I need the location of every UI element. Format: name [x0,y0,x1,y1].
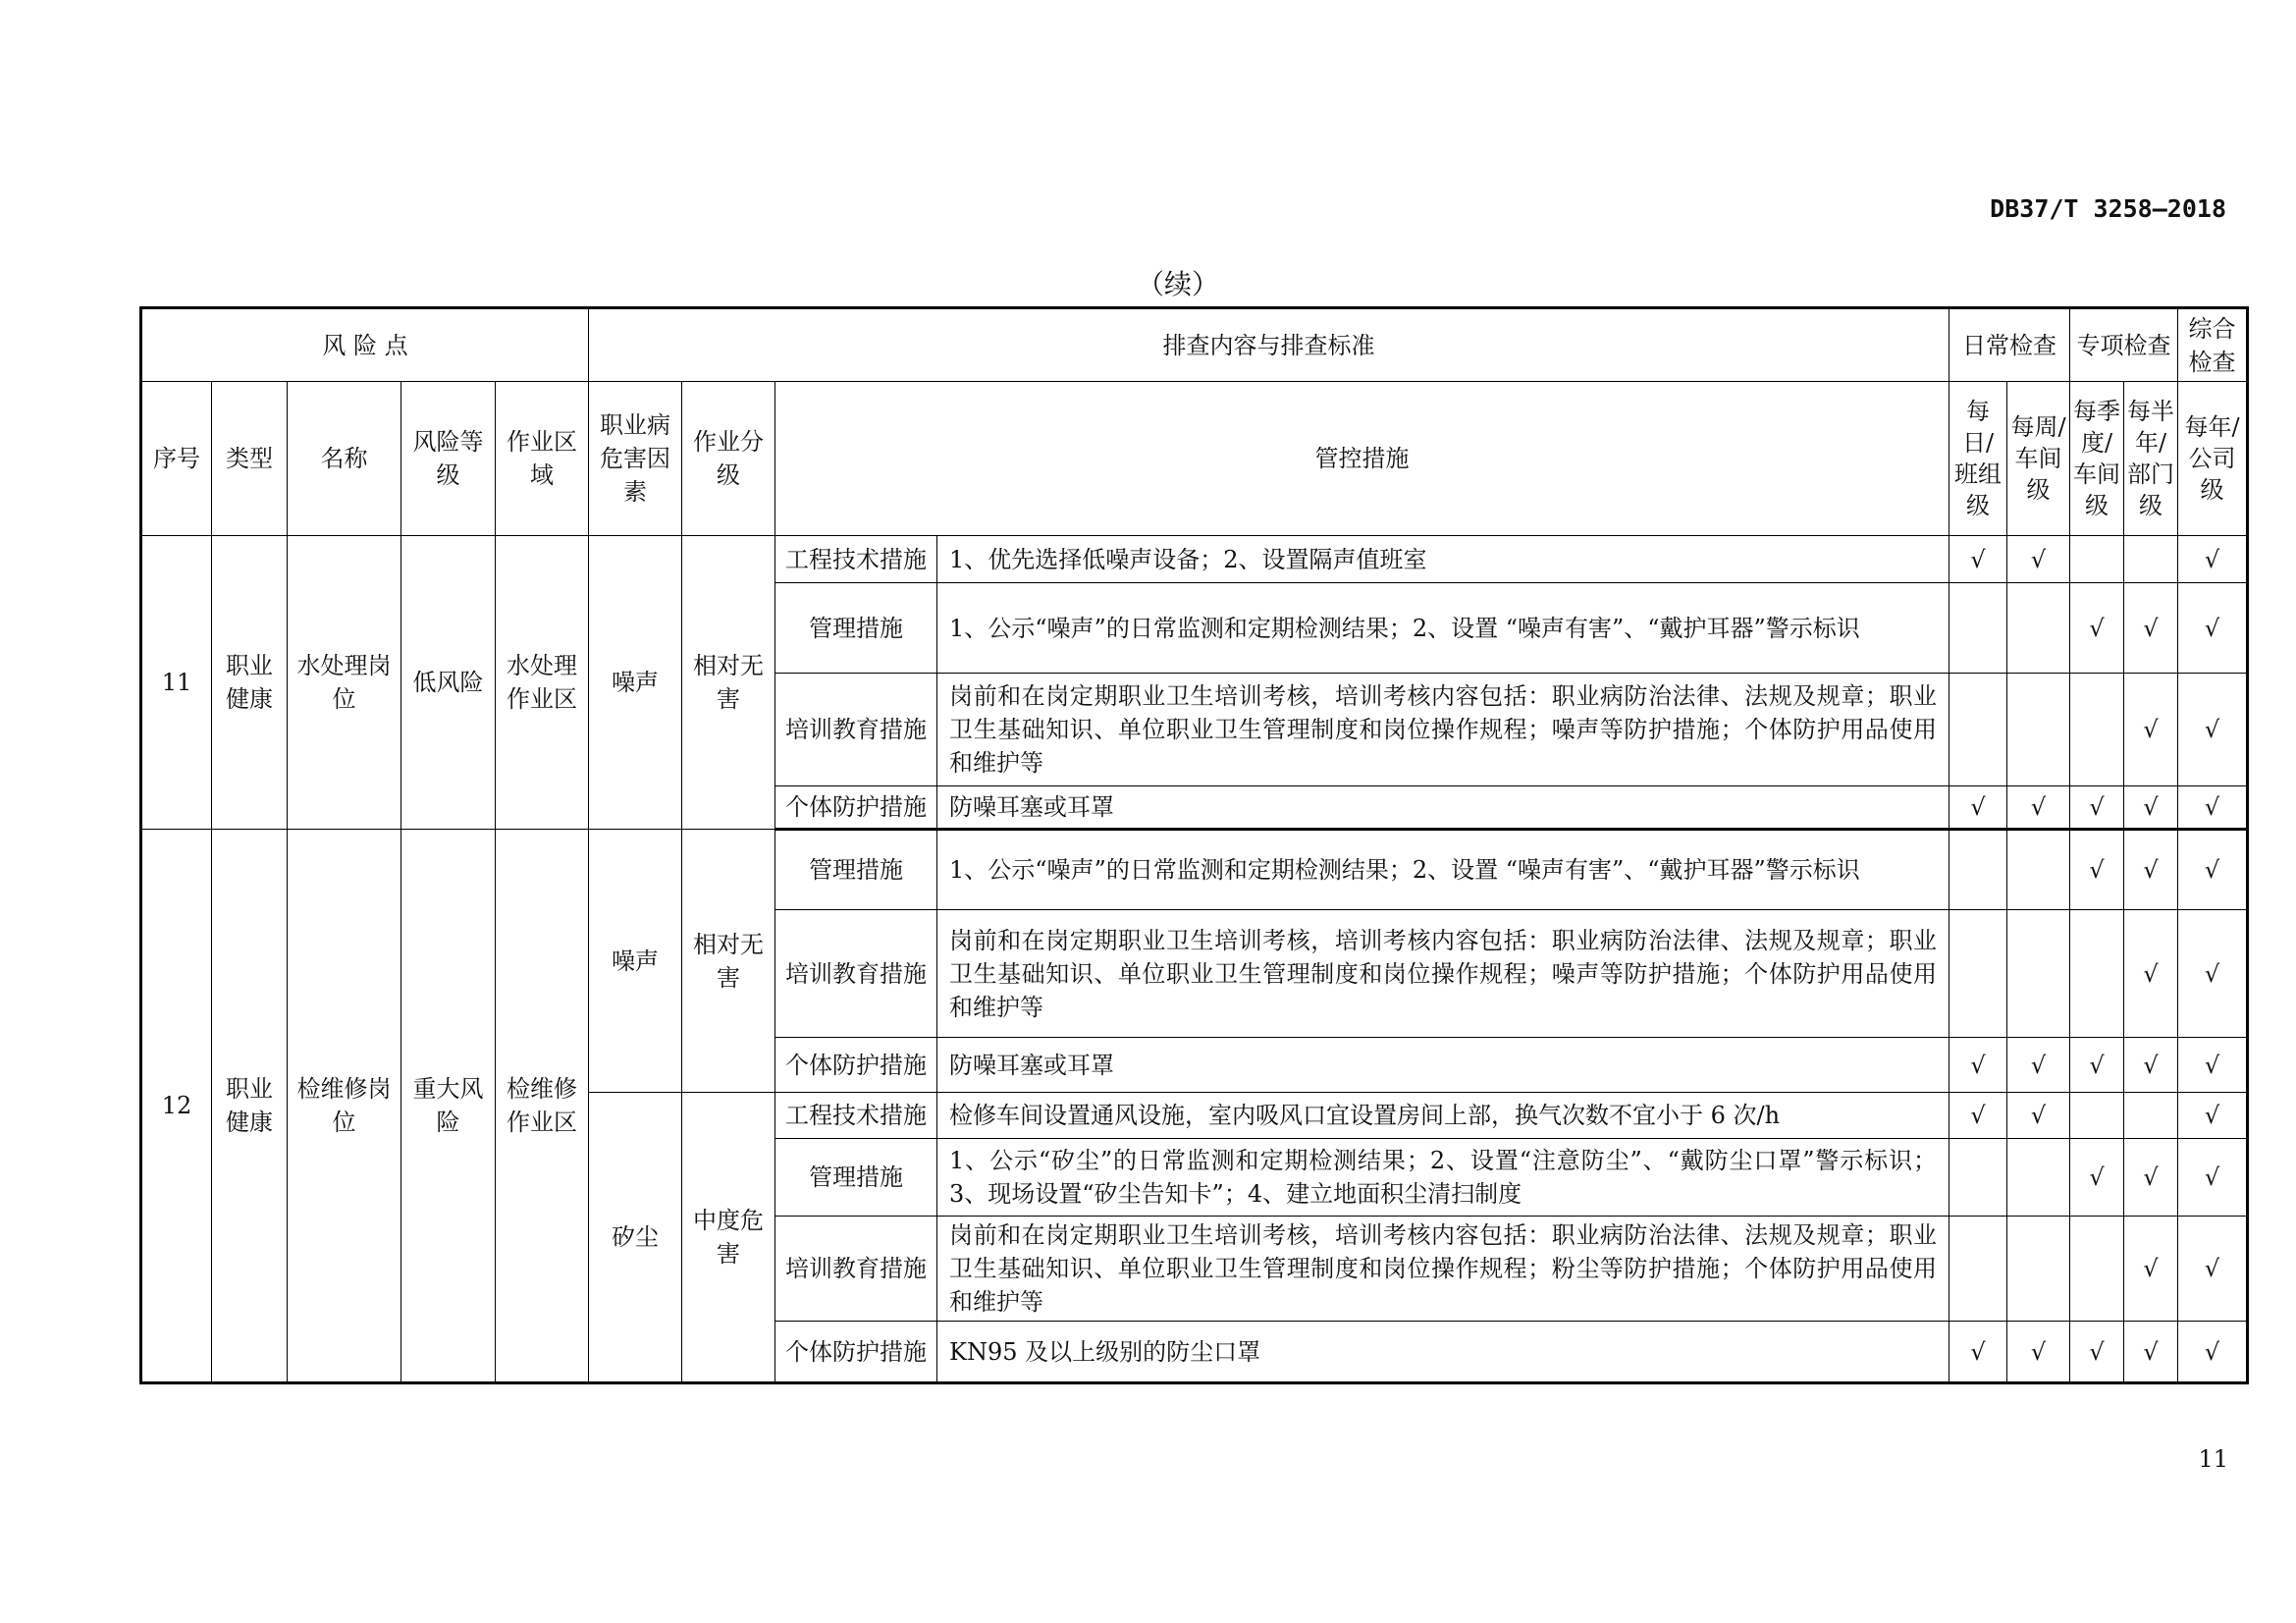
check-mark-cell [2070,1217,2124,1322]
seq-cell: 12 [141,830,212,1383]
check-mark-cell [2124,536,2178,583]
check-mark-cell [2070,1093,2124,1139]
type-cell: 职业健康 [212,830,288,1383]
hazard-factor-cell: 噪声 [589,536,682,830]
hazard-factor-cell: 噪声 [589,830,682,1093]
measure-category-cell: 管理措施 [775,583,937,674]
check-mark-cell [2007,1139,2070,1217]
group-header-special: 专项检查 [2070,308,2178,382]
check-mark-cell: √ [2070,1322,2124,1383]
measure-category-cell: 工程技术措施 [775,536,937,583]
check-mark-cell: √ [2124,910,2178,1038]
check-mark-cell: √ [2124,786,2178,830]
check-mark-cell: √ [2124,674,2178,786]
check-mark-cell [2070,674,2124,786]
check-mark-cell [2007,830,2070,910]
column-header-hazard-factor: 职业病危害因素 [589,382,682,536]
column-header-control: 管控措施 [775,382,1949,536]
measure-content-cell: 岗前和在岗定期职业卫生培训考核，培训考核内容包括：职业病防治法律、法规及规章；职业卫生基础知识、单位职业卫生管理制度和岗位操作规程；粉尘等防护措施；个体防护用品使用和维护等 [937,1217,1949,1322]
check-mark-cell: √ [2178,674,2248,786]
measure-content-cell: 1、公示“噪声”的日常监测和定期检测结果；2、设置 “噪声有害”、“戴护耳器”警示标识 [937,830,1949,910]
measure-content-cell: 检修车间设置通风设施，室内吸风口宜设置房间上部，换气次数不宜小于 6 次/h [937,1093,1949,1139]
column-header-quarterly-workshop: 每季度/车间级 [2070,382,2124,536]
check-mark-cell: √ [2124,583,2178,674]
measure-content-cell: 防噪耳塞或耳罩 [937,786,1949,830]
check-mark-cell: √ [1949,536,2007,583]
column-header-yearly-company: 每年/公司级 [2178,382,2248,536]
check-mark-cell [2124,1093,2178,1139]
document-code: DB37/T 3258—2018 [1990,194,2226,223]
grade-cell: 相对无害 [682,830,775,1093]
group-header-comprehensive: 综合检查 [2178,308,2248,382]
check-mark-cell: √ [1949,786,2007,830]
check-mark-cell: √ [2178,786,2248,830]
column-header-weekly-workshop: 每周/车间级 [2007,382,2070,536]
measure-category-cell: 管理措施 [775,1139,937,1217]
area-cell: 水处理作业区 [496,536,589,830]
check-mark-cell: √ [2007,1322,2070,1383]
column-header-area: 作业区域 [496,382,589,536]
risk-inspection-table [139,306,2249,1384]
table-caption: （续） [1136,268,1219,300]
measure-category-cell: 个体防护措施 [775,1322,937,1383]
table-row [141,830,2248,910]
check-mark-cell: √ [2070,1139,2124,1217]
check-mark-cell: √ [2070,1038,2124,1093]
page-number: 11 [2198,1445,2228,1473]
column-header-halfyear-dept: 每半年/部门级 [2124,382,2178,536]
check-mark-cell: √ [2007,1093,2070,1139]
check-mark-cell [2007,674,2070,786]
check-mark-cell [2007,583,2070,674]
grade-cell: 中度危害 [682,1093,775,1383]
check-mark-cell: √ [2007,786,2070,830]
check-mark-cell: √ [2178,583,2248,674]
column-header-row [141,382,2248,536]
column-header-type: 类型 [212,382,288,536]
check-mark-cell: √ [2178,1038,2248,1093]
check-mark-cell: √ [1949,1093,2007,1139]
check-mark-cell: √ [1949,1322,2007,1383]
column-header-seq: 序号 [141,382,212,536]
type-cell: 职业健康 [212,536,288,830]
measure-category-cell: 个体防护措施 [775,786,937,830]
check-mark-cell: √ [2124,1038,2178,1093]
measure-category-cell: 工程技术措施 [775,1093,937,1139]
area-cell: 检维修作业区 [496,830,589,1383]
hazard-factor-cell: 矽尘 [589,1093,682,1383]
check-mark-cell [1949,583,2007,674]
measure-category-cell: 培训教育措施 [775,674,937,786]
check-mark-cell: √ [2178,910,2248,1038]
table-row [141,536,2248,583]
measure-content-cell: 1、公示“噪声”的日常监测和定期检测结果；2、设置 “噪声有害”、“戴护耳器”警示标识 [937,583,1949,674]
measure-content-cell: KN95 及以上级别的防尘口罩 [937,1322,1949,1383]
group-header-row [141,308,2248,382]
column-header-risk-level: 风险等级 [401,382,496,536]
check-mark-cell: √ [2007,1038,2070,1093]
check-mark-cell [2070,536,2124,583]
check-mark-cell [1949,1139,2007,1217]
check-mark-cell [2007,1217,2070,1322]
column-header-grade: 作业分级 [682,382,775,536]
check-mark-cell: √ [2178,1322,2248,1383]
risk-level-cell: 低风险 [401,536,496,830]
measure-category-cell: 培训教育措施 [775,1217,937,1322]
measure-category-cell: 个体防护措施 [775,1038,937,1093]
check-mark-cell: √ [2178,1217,2248,1322]
check-mark-cell: √ [1949,1038,2007,1093]
measure-category-cell: 培训教育措施 [775,910,937,1038]
check-mark-cell [1949,1217,2007,1322]
measure-content-cell: 岗前和在岗定期职业卫生培训考核，培训考核内容包括：职业病防治法律、法规及规章；职业卫生基础知识、单位职业卫生管理制度和岗位操作规程；噪声等防护措施；个体防护用品使用和维护等 [937,910,1949,1038]
group-header-daily: 日常检查 [1949,308,2070,382]
check-mark-cell: √ [2070,786,2124,830]
check-mark-cell: √ [2124,1139,2178,1217]
seq-cell: 11 [141,536,212,830]
measure-content-cell: 1、优先选择低噪声设备；2、设置隔声值班室 [937,536,1949,583]
check-mark-cell [1949,910,2007,1038]
check-mark-cell: √ [2178,1139,2248,1217]
check-mark-cell [1949,830,2007,910]
column-header-daily-team: 每日/班组级 [1949,382,2007,536]
group-header-inspection: 排查内容与排查标准 [589,308,1949,382]
risk-level-cell: 重大风险 [401,830,496,1383]
check-mark-cell: √ [2124,1322,2178,1383]
check-mark-cell: √ [2178,830,2248,910]
check-mark-cell: √ [2070,583,2124,674]
check-mark-cell: √ [2070,830,2124,910]
measure-content-cell: 岗前和在岗定期职业卫生培训考核，培训考核内容包括：职业病防治法律、法规及规章；职业卫生基础知识、单位职业卫生管理制度和岗位操作规程；噪声等防护措施；个体防护用品使用和维护等 [937,674,1949,786]
check-mark-cell [2070,910,2124,1038]
name-cell: 检维修岗位 [288,830,401,1383]
check-mark-cell: √ [2124,830,2178,910]
check-mark-cell: √ [2178,536,2248,583]
measure-content-cell: 防噪耳塞或耳罩 [937,1038,1949,1093]
check-mark-cell [1949,674,2007,786]
check-mark-cell: √ [2178,1093,2248,1139]
check-mark-cell: √ [2124,1217,2178,1322]
measure-content-cell: 1、公示“矽尘”的日常监测和定期检测结果；2、设置“注意防尘”、“戴防尘口罩”警示标识；3、现场设置“矽尘告知卡”；4、建立地面积尘清扫制度 [937,1139,1949,1217]
check-mark-cell: √ [2007,536,2070,583]
grade-cell: 相对无害 [682,536,775,830]
measure-category-cell: 管理措施 [775,830,937,910]
name-cell: 水处理岗位 [288,536,401,830]
check-mark-cell [2007,910,2070,1038]
column-header-name: 名称 [288,382,401,536]
group-header-risk-point: 风 险 点 [141,308,589,382]
